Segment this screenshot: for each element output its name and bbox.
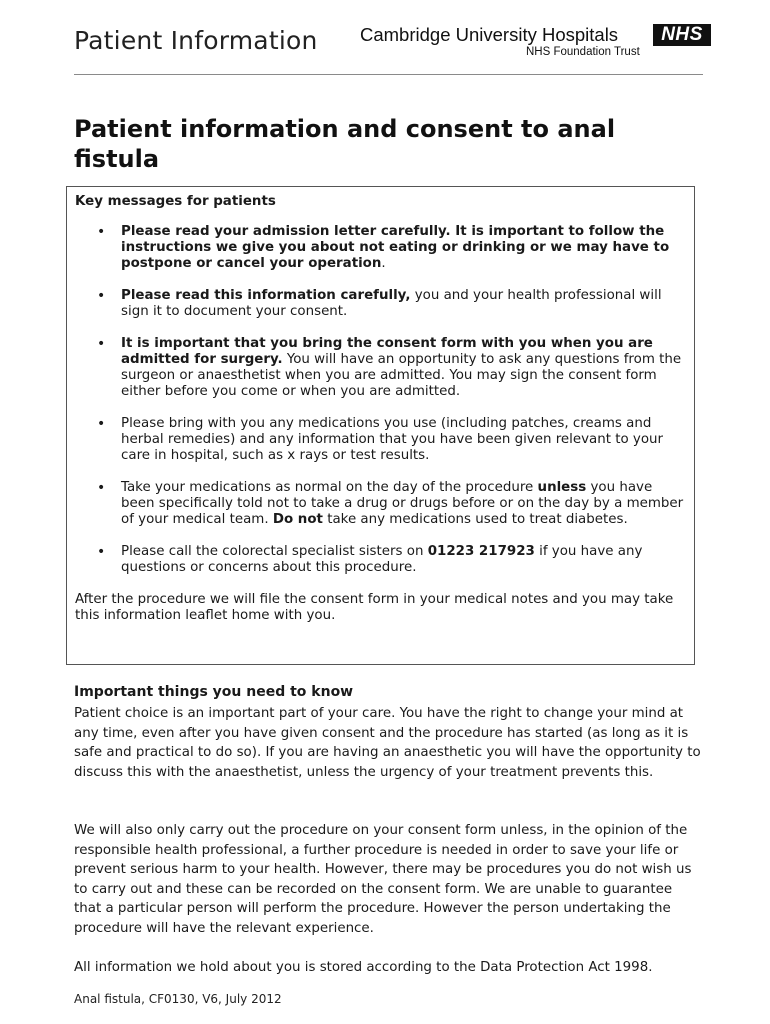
bullet-icon: • [97,416,106,432]
document-reference: Anal fistula, CF0130, V6, July 2012 [74,992,282,1006]
organisation-name: Cambridge University Hospitals [360,24,619,45]
bullet-icon: • [97,544,106,560]
bullet-icon: • [97,480,106,496]
list-item: • It is important that you bring the consent form with you when you are admitted for surgery. You will have an opportunity to ask any questions from the surgeon or anaesthetist when you are admitted. You may sign the consent form either before you come or when you are admitted. [97,336,682,399]
phone-number: 01223 217923 [427,544,535,559]
paragraph-patient-choice: Patient choice is an important part of your care. You have the right to change your mind at any time, even after you have given consent and the procedure has started (as long as it is safe and practical to do so). If you are having an anaesthetic you will have the opportunity to discuss this with the anaesthetist, unless the urgency of your treatment prevents this. [74,706,701,780]
key-messages-heading: Key messages for patients [75,194,276,209]
header-title: Patient Information [74,26,318,55]
list-item: • Please read this information carefully, you and your health professional will sign it to document your consent. [97,288,662,319]
list-item: • Please call the colorectal specialist sisters on 01223 217923 if you have any questions or concerns about this procedure. [97,544,643,575]
bullet-icon: • [97,288,106,304]
document-title: Patient information and consent to anal fistula [74,115,616,173]
key-messages-footer: After the procedure we will file the consent form in your medical notes and you may take this information leaflet home with you. [75,592,674,623]
list-item: • Please bring with you any medications you use (including patches, creams and herbal remedies) and any information that you have been given relevant to your care in hospital, such as x rays or test results. [97,416,664,463]
key-messages-list [75,224,686,576]
bullet-icon: • [97,336,106,352]
paragraph-procedure-scope: We will also only carry out the procedure on your consent form unless, in the opinion of the responsible health professional, a further procedure is needed in order to save your life or prevent serious harm to your health. However, there may be procedures you do not wish us to carry out and these can be recorded on the consent form. We are unable to guarantee that a particular person will perform the procedure. However the person undertaking the procedure will have the relevant experience. [74,823,692,936]
organisation-branding [360,24,712,64]
key-messages-box [66,186,695,665]
bullet-icon: • [97,224,106,240]
list-item: • Please read your admission letter carefully. It is important to follow the instructions we give you about not eating or drinking or we may have to postpone or cancel your operation. [97,224,670,271]
paragraph-data-protection: All information we hold about you is stored according to the Data Protection Act 1998. [74,960,653,975]
nhs-logo: NHS [653,24,711,46]
header-divider [74,74,703,75]
list-item: • Take your medications as normal on the day of the procedure unless you have been specifically told not to take a drug or drugs before or on the day by a member of your medical team. Do not take any medications used to treat diabetes. [97,480,684,527]
section-heading-important: Important things you need to know [74,684,354,700]
organisation-subtitle: NHS Foundation Trust [526,46,640,58]
